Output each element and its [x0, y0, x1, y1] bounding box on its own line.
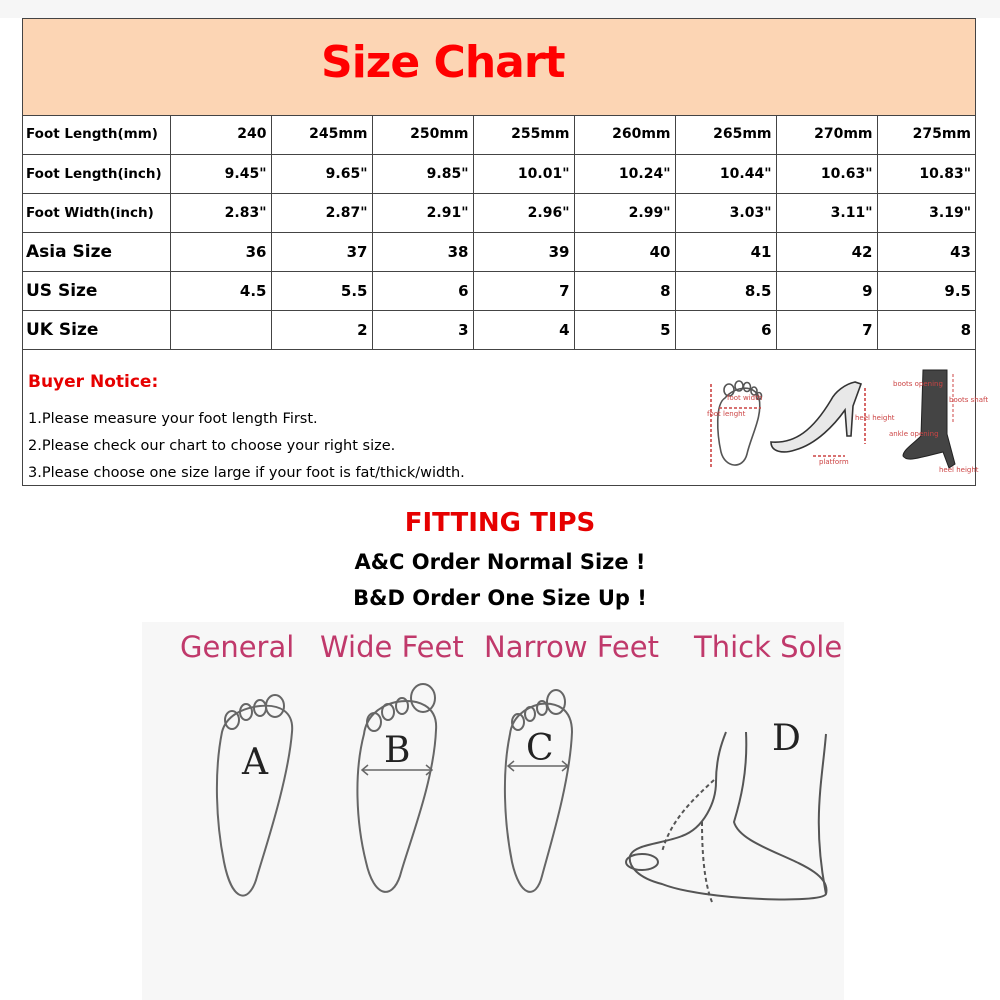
- label-heel-height-boot: heel height: [939, 466, 979, 474]
- table-cell: 9.5: [877, 271, 975, 310]
- table-cell: 10.24": [574, 154, 675, 193]
- table-cell: 3.03": [675, 193, 776, 232]
- size-table: [23, 115, 975, 350]
- label-platform: platform: [819, 458, 849, 466]
- table-cell: 36: [170, 232, 271, 271]
- table-cell: 41: [675, 232, 776, 271]
- table-cell: 240: [170, 115, 271, 154]
- foot-label-narrow: Narrow Feet: [484, 630, 659, 664]
- table-cell: 8: [877, 310, 975, 349]
- notice-line-3: 3.Please choose one size large if your foot is fat/thick/width.: [28, 465, 465, 481]
- row-label: Foot Length(mm): [23, 115, 170, 154]
- measurement-illustration: [685, 364, 989, 482]
- table-cell: 40: [574, 232, 675, 271]
- table-cell: 8: [574, 271, 675, 310]
- table-cell: 10.44": [675, 154, 776, 193]
- foot-letter-b: B: [384, 730, 411, 771]
- label-foot-width: foot width: [727, 394, 763, 402]
- table-cell: 10.01": [473, 154, 574, 193]
- foot-types-panel: [142, 622, 844, 1000]
- row-label: Foot Width(inch): [23, 193, 170, 232]
- table-row: [23, 271, 975, 310]
- table-row: [23, 310, 975, 349]
- label-ankle-opening: ankle opening: [889, 430, 939, 438]
- table-cell: 270mm: [776, 115, 877, 154]
- notice-line-1: 1.Please measure your foot length First.: [28, 411, 318, 427]
- table-cell: 2.99": [574, 193, 675, 232]
- foot-letter-d: D: [772, 718, 801, 759]
- table-cell: 10.83": [877, 154, 975, 193]
- buyer-notice-heading: Buyer Notice:: [28, 372, 159, 392]
- foot-letter-a: A: [242, 742, 268, 783]
- table-cell: 2.83": [170, 193, 271, 232]
- notice-line-2: 2.Please check our chart to choose your right size.: [28, 438, 396, 454]
- row-label: Foot Length(inch): [23, 154, 170, 193]
- foot-label-general: General: [180, 630, 295, 664]
- table-cell: 2: [271, 310, 372, 349]
- row-label: US Size: [23, 271, 170, 310]
- foot-label-wide: Wide Feet: [320, 630, 464, 664]
- narrow-foot-icon: [505, 690, 572, 892]
- foot-letter-c: C: [526, 728, 554, 769]
- label-heel-height: heel height: [855, 414, 895, 422]
- table-cell: 6: [372, 271, 473, 310]
- foot-illustrations: [142, 622, 844, 1000]
- table-cell: 7: [473, 271, 574, 310]
- label-boots-opening: boots opening: [893, 380, 943, 388]
- size-chart: [22, 18, 989, 486]
- table-cell: [170, 310, 271, 349]
- row-label: Asia Size: [23, 232, 170, 271]
- table-cell: 37: [271, 232, 372, 271]
- foot-label-thick-sole: Thick Sole: [694, 630, 843, 664]
- table-cell: 9.85": [372, 154, 473, 193]
- title-band: [23, 19, 975, 116]
- table-cell: 7: [776, 310, 877, 349]
- table-cell: 6: [675, 310, 776, 349]
- table-cell: 9.45": [170, 154, 271, 193]
- table-cell: 275mm: [877, 115, 975, 154]
- table-cell: 4: [473, 310, 574, 349]
- table-row: [23, 193, 975, 232]
- table-cell: 4.5: [170, 271, 271, 310]
- table-cell: 260mm: [574, 115, 675, 154]
- table-cell: 3.11": [776, 193, 877, 232]
- table-row: [23, 115, 975, 154]
- table-row: [23, 232, 975, 271]
- table-cell: 245mm: [271, 115, 372, 154]
- table-cell: 9: [776, 271, 877, 310]
- table-cell: 3: [372, 310, 473, 349]
- table-cell: 250mm: [372, 115, 473, 154]
- top-strip: [0, 0, 1000, 18]
- table-cell: 5: [574, 310, 675, 349]
- table-cell: 43: [877, 232, 975, 271]
- table-cell: 265mm: [675, 115, 776, 154]
- table-cell: 255mm: [473, 115, 574, 154]
- table-cell: 5.5: [271, 271, 372, 310]
- table-cell: 39: [473, 232, 574, 271]
- table-cell: 2.96": [473, 193, 574, 232]
- pump-shoe-icon: [771, 382, 865, 456]
- table-cell: 10.63": [776, 154, 877, 193]
- table-cell: 42: [776, 232, 877, 271]
- fitting-tip-2: B&D Order One Size Up !: [353, 586, 647, 610]
- table-row: [23, 154, 975, 193]
- table-cell: 8.5: [675, 271, 776, 310]
- table-cell: 9.65": [271, 154, 372, 193]
- fitting-tip-1: A&C Order Normal Size !: [354, 550, 646, 574]
- label-boots-shaft: boots shaft: [949, 396, 989, 404]
- page-title: Size Chart: [321, 37, 565, 88]
- row-label: UK Size: [23, 310, 170, 349]
- fitting-tips-title: FITTING TIPS: [404, 508, 596, 538]
- buyer-notice: [23, 356, 989, 486]
- label-foot-length: foot lenght: [707, 410, 746, 418]
- table-cell: 38: [372, 232, 473, 271]
- general-foot-icon: [217, 695, 292, 896]
- table-cell: 2.87": [271, 193, 372, 232]
- table-cell: 3.19": [877, 193, 975, 232]
- table-cell: 2.91": [372, 193, 473, 232]
- wide-foot-icon: [357, 684, 436, 892]
